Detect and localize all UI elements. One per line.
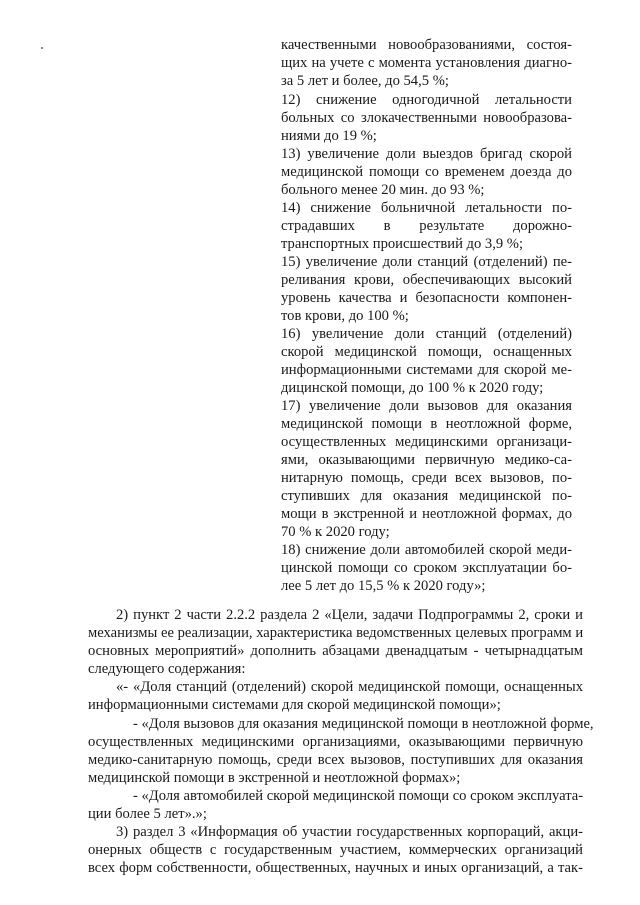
list-line: уровень качества и безопасности компонен-: [281, 290, 572, 306]
list-line: цинской помощи со сроком эксплуатации бо-: [281, 560, 572, 576]
list-item-14: 14) снижение больничной летальности по-: [281, 200, 572, 216]
list-line: ниями до 19 %;: [281, 128, 377, 144]
body-line: осуществленных медицинскими организациями, оказывающими первичную: [88, 734, 583, 750]
quote-item-3: - «Доля автомобилей скорой медицинской помощи со сроком эксплуата-: [133, 788, 584, 804]
list-line: лее 5 лет до 15,5 % к 2020 году»;: [281, 578, 486, 594]
list-item-12: 12) снижение одногодичной летальности: [281, 92, 572, 108]
list-item-17: 17) увеличение доли вызовов для оказания: [281, 398, 572, 414]
list-line: тов крови, до 100 %;: [281, 308, 409, 324]
list-line: транспортных происшествий до 3,9 %;: [281, 236, 524, 252]
list-line: медицинской помощи в неотложной форме,: [281, 416, 572, 432]
scan-speck: [41, 47, 43, 49]
list-line: щих на учете с момента установления диагно-: [281, 55, 572, 71]
quote-item-2: - «Доля вызовов для оказания медицинской помощи в неотложной форме,: [133, 716, 594, 732]
list-line: ями, оказывающими первичную медико-са-: [281, 452, 572, 468]
paragraph-item-2: 2) пункт 2 части 2.2.2 раздела 2 «Цели, задачи Подпрограммы 2, сроки и: [116, 607, 583, 623]
list-line: реливания крови, обеспечивающих высокий: [281, 272, 572, 288]
list-line: осуществленных медицинскими организаци-: [281, 434, 572, 450]
list-line: мощи в экстренной и неотложной формах, до: [281, 506, 572, 522]
list-line: качественными новообразованиями, состоя-: [281, 37, 572, 53]
body-line: медицинской помощи в экстренной и неотложной формах»;: [88, 770, 461, 786]
paragraph-item-3: 3) раздел 3 «Информация об участии государственных корпораций, акци-: [116, 824, 583, 840]
list-item-15: 15) увеличение доли станций (отделений) пе-: [281, 254, 572, 270]
list-line: 70 % к 2020 году;: [281, 524, 390, 540]
list-line: ступивших для оказания медицинской по-: [281, 488, 572, 504]
body-line: всех форм собственности, общественных, научных и иных организаций, а так-: [88, 860, 583, 876]
body-line: ции более 5 лет».»;: [88, 806, 207, 822]
body-line: информационными системами для скорой медицинской помощи»;: [88, 697, 501, 713]
list-item-18: 18) снижение доли автомобилей скорой меди-: [281, 542, 572, 558]
body-line: медико-санитарную помощь, среди всех вызовов, поступивших для оказания: [88, 752, 583, 768]
list-line: нитарную помощь, среди всех вызовов, по-: [281, 470, 572, 486]
list-line: больного менее 20 мин. до 93 %;: [281, 182, 485, 198]
body-line: онерных обществ с государственным участием, коммерческих организаций: [88, 842, 583, 858]
list-line: медицинской помощи со временем доезда до: [281, 164, 572, 180]
list-item-13: 13) увеличение доли выездов бригад скорой: [281, 146, 572, 162]
list-item-16: 16) увеличение доли станций (отделений): [281, 326, 572, 342]
list-line: информационными системами для скорой ме-: [281, 362, 572, 378]
list-line: больных со злокачественными новообразова-: [281, 110, 572, 126]
list-line: за 5 лет и более, до 54,5 %;: [281, 73, 449, 89]
body-line: основных мероприятий» дополнить абзацами двенадцатым - четырнадцатым: [88, 643, 583, 659]
body-line: механизмы ее реализации, характеристика ведомственных целевых программ и: [88, 625, 584, 641]
list-line: страдавших в результате дорожно-: [281, 218, 572, 234]
body-line: следующего содержания:: [88, 661, 246, 677]
list-line: скорой медицинской помощи, оснащенных: [281, 344, 572, 360]
list-line: дицинской помощи, до 100 % к 2020 году;: [281, 380, 544, 396]
quote-item-1: «- «Доля станций (отделений) скорой медицинской помощи, оснащенных: [116, 679, 583, 695]
